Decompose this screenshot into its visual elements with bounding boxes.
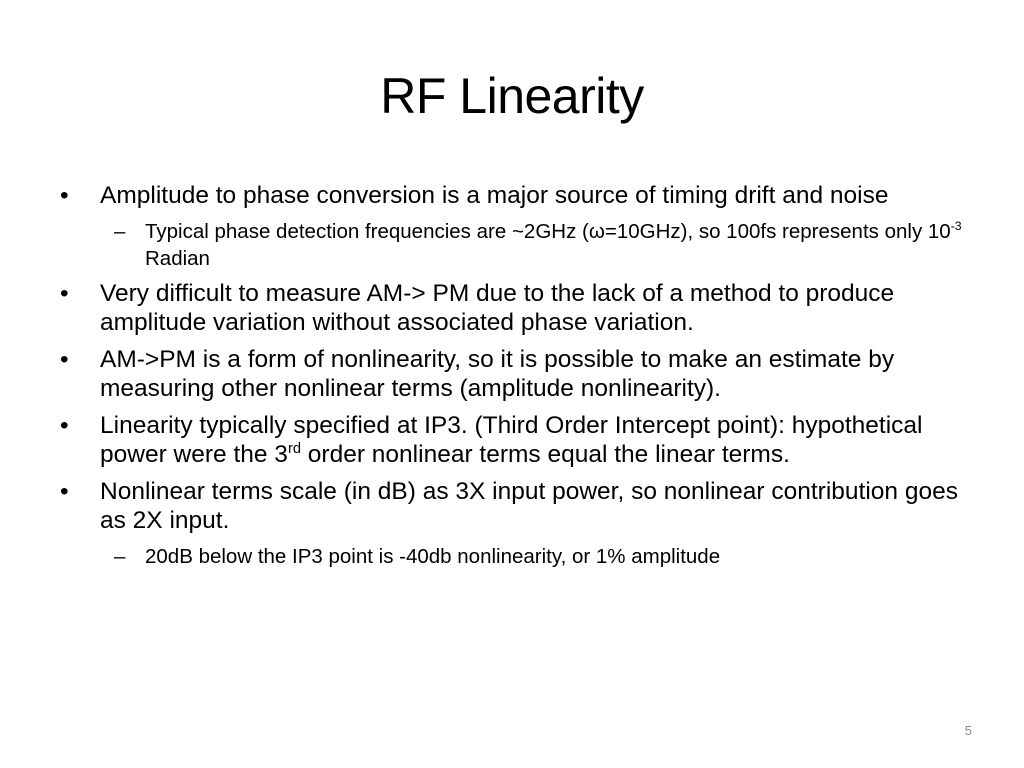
bullet-text: AM->PM is a form of nonlinearity, so it is possible to make an estimate by measuring other nonlinear terms (amplitude nonlinearity). bbox=[100, 345, 895, 402]
bullet-text-tail: order nonlinear terms equal the linear terms. bbox=[301, 441, 790, 468]
sub-bullet-item bbox=[58, 218, 968, 272]
sub-bullet-item bbox=[58, 543, 968, 570]
bullet-icon: • bbox=[60, 345, 69, 373]
ordinal-suffix: rd bbox=[287, 440, 301, 457]
bullet-icon: • bbox=[60, 182, 69, 209]
slide-title: RF Linearity bbox=[380, 68, 644, 124]
bullet-item bbox=[58, 345, 968, 404]
bullet-icon: • bbox=[60, 279, 69, 307]
bullet-text: Nonlinear terms scale (in dB) as 3X input power, so nonlinear contribution goes as 2X input. bbox=[100, 477, 958, 534]
bullet-list bbox=[58, 181, 968, 577]
bullet-icon: • bbox=[60, 477, 69, 505]
page-number: 5 bbox=[964, 723, 972, 738]
bullet-text: Linearity typically specified at IP3. (Third Order Intercept point): hypothetical power were the 3 bbox=[100, 411, 923, 468]
bullet-text: Amplitude to phase conversion is a major source of timing drift and noise bbox=[100, 182, 889, 209]
bullet-item bbox=[58, 477, 968, 536]
sub-bullet-text: Typical phase detection frequencies are ~2GHz (ω=10GHz), so 100fs represents only 10 bbox=[145, 219, 951, 243]
bullet-text: Very difficult to measure AM-> PM due to the lack of a method to produce amplitude variation without associated phase variation. bbox=[100, 279, 895, 336]
dash-icon: – bbox=[114, 219, 126, 243]
exponent: -3 bbox=[950, 218, 962, 233]
sub-bullet-text: 20dB below the IP3 point is -40db nonlinearity, or 1% amplitude bbox=[145, 544, 721, 568]
dash-icon: – bbox=[114, 544, 126, 568]
sub-bullet-text-tail: Radian bbox=[145, 246, 210, 270]
bullet-item bbox=[58, 181, 968, 211]
bullet-item bbox=[58, 279, 968, 338]
bullet-icon: • bbox=[60, 411, 69, 439]
bullet-item bbox=[58, 411, 968, 470]
